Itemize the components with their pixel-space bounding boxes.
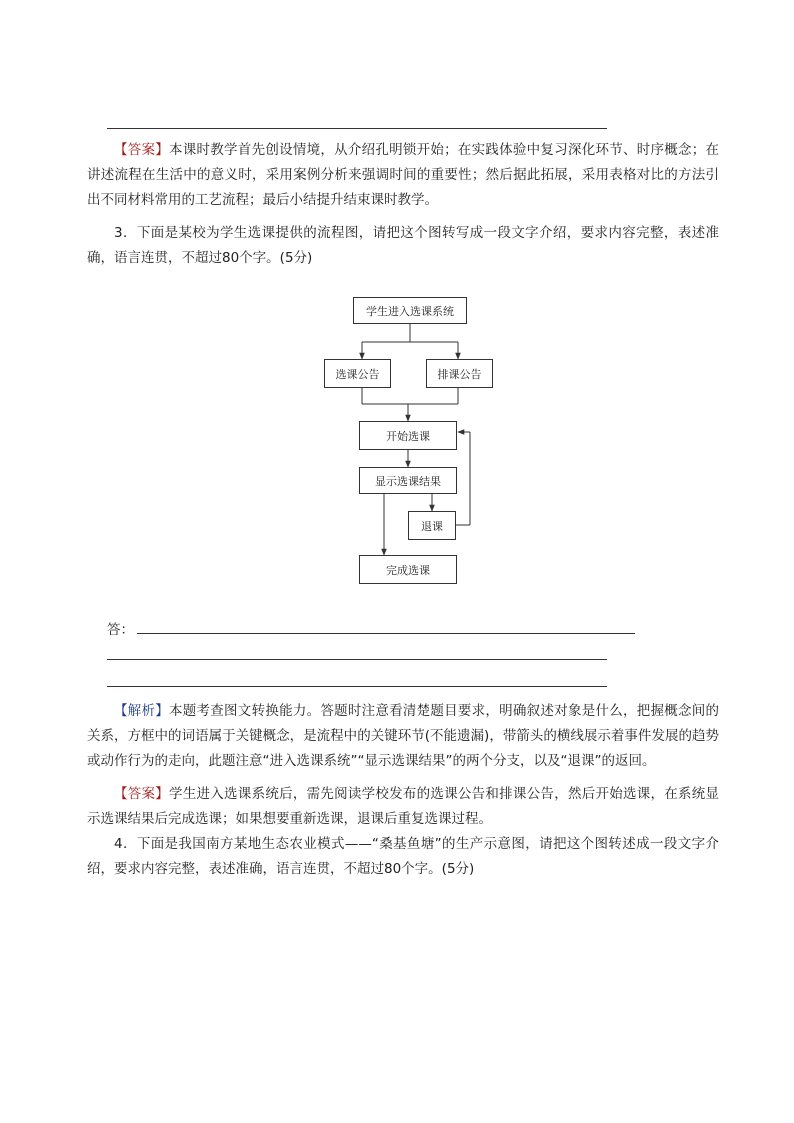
flow-enter-label: 学生进入选课系统 [366, 304, 454, 318]
question-4 [87, 832, 719, 882]
analysis-tag: 【解析】 [114, 703, 170, 719]
flow-box-select-notice [324, 359, 391, 388]
flow-start-label: 开始选课 [386, 429, 430, 443]
flow-box-withdraw [408, 511, 456, 540]
answer-3-text: 学生进入选课系统后，需先阅读学校发布的选课公告和排课公告，然后开始选课，在系统显示选课结果后完成选课；如果想要重新选课，退课后重复选课过程。 [87, 786, 720, 827]
flow-schedule-notice-label: 排课公告 [437, 367, 482, 381]
answer-line-1[interactable] [137, 633, 635, 634]
answer-line-3[interactable] [107, 686, 607, 687]
flow-finish-label: 完成选课 [386, 563, 430, 577]
flow-box-finish [359, 555, 457, 584]
answer-line-2[interactable] [107, 659, 607, 660]
analysis-text: 本题考查图文转换能力。答题时注意看清楚题目要求，明确叙述对象是什么，把握概念间的关系，方框中的词语属于关键概念，是流程中的关键环节(不能遗漏)，带箭头的横线展示着事件发展的趋势或动作行为的走向，此题注意“进入选课系统”“显示选课结果”的两个分支，以及“退课”的返回。 [87, 703, 720, 769]
analysis-paragraph [87, 699, 719, 774]
question-3-text: 3．下面是某校为学生选课提供的流程图，请把这个图转写成一段文字介绍，要求内容完整，表述准确，语言连贯，不超过80个字。(5分) [87, 225, 719, 266]
question-4-text: 4．下面是我国南方某地生态农业模式——“桑基鱼塘”的生产示意图，请把这个图转述成一段文字介绍，要求内容完整，表述准确，语言连贯，不超过80个字。(5分) [87, 836, 719, 877]
flow-box-schedule-notice [426, 359, 493, 388]
answer-text: 本课时教学首先创设情境，从介绍孔明锁开始；在实践体验中复习深化环节、时序概念；在讲述流程在生活中的意义时，采用案例分析来强调时间的重要性；然后据此拓展，采用表格对比的方法引出不同材料常用的工艺流程；最后小结提升结束课时教学。 [87, 142, 720, 208]
flow-select-notice-label: 选课公告 [335, 367, 380, 381]
flow-box-show-result [359, 467, 457, 494]
flow-box-start-selection [359, 421, 457, 450]
flow-show-label: 显示选课结果 [375, 474, 441, 488]
flow-withdraw-label: 退课 [421, 519, 443, 533]
answer-3-tag: 【答案】 [114, 786, 170, 802]
flow-box-enter-system [353, 297, 467, 324]
answer-paragraph-3 [87, 782, 719, 832]
answer-tag: 【答案】 [114, 142, 170, 158]
answer-label: 答： [107, 622, 134, 638]
